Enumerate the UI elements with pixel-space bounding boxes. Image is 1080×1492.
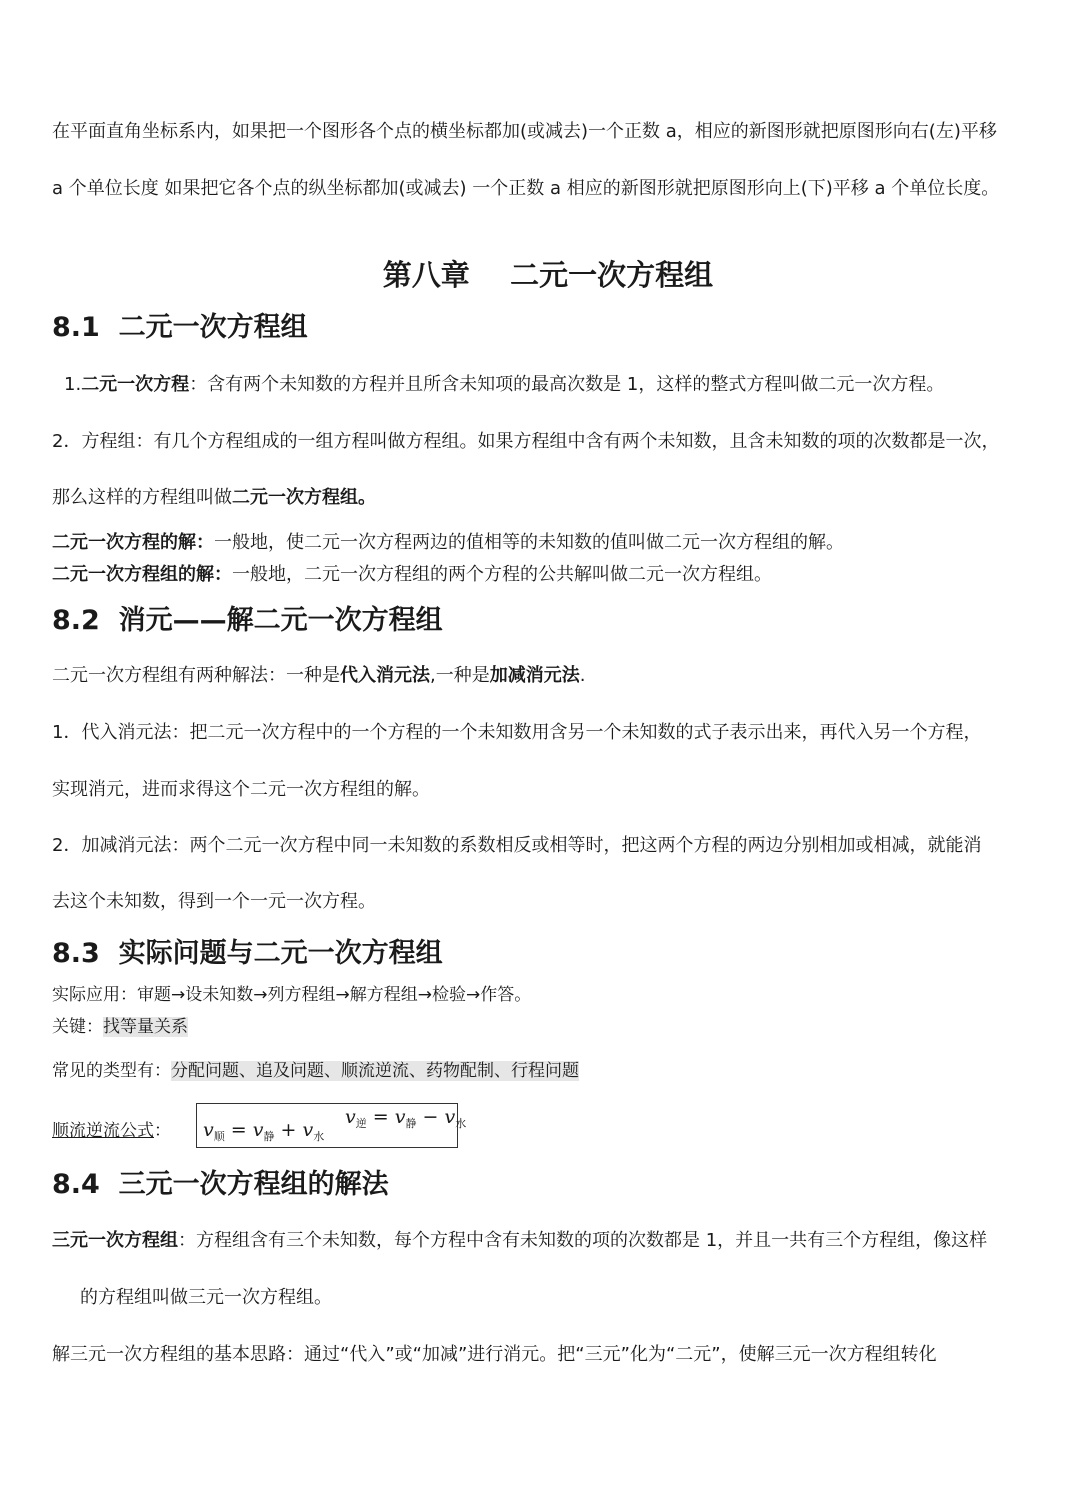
formula-downstream — [203, 1119, 324, 1144]
var-v: v — [203, 1119, 214, 1141]
s84-paragraph-1 — [52, 1229, 987, 1253]
plus-sign: + — [274, 1119, 303, 1141]
section-8-2-heading: 8.2 消元——解二元一次方程组 — [52, 605, 443, 636]
s81-paragraph-1 — [64, 373, 944, 397]
s82-intro-end: . — [579, 665, 586, 686]
minus-sign: − — [416, 1106, 445, 1128]
s81-p2-line-1: 2．方程组：有几个方程组成的一组方程叫做方程组。如果方程组中含有两个未知数，且含未知数的项的次数都是一次， — [52, 431, 1000, 452]
section-8-4-heading: 8.4 三元一次方程组的解法 — [52, 1169, 389, 1200]
chapter-title: 第八章 二元一次方程组 — [382, 258, 714, 292]
s81-p3-rest: 一般地，使二元一次方程两边的值相等的未知数的值叫做二元一次方程组的解。 — [214, 532, 844, 553]
var-v: v — [252, 1119, 264, 1141]
sub-jing: 静 — [263, 1130, 275, 1143]
sub-jing: 静 — [405, 1117, 417, 1130]
intro-line-2: a 个单位长度 如果把它各个点的纵坐标都加(或减去) 一个正数 a 相应的新图形就把原图形向上(下)平移 a 个单位长度。 — [52, 178, 1000, 199]
var-v: v — [444, 1106, 456, 1128]
var-v: v — [394, 1106, 406, 1128]
var-v: v — [302, 1119, 314, 1141]
s81-p1-term: 二元一次方程 — [81, 374, 190, 395]
s83-types — [52, 1059, 579, 1083]
sub-shun: 顺 — [213, 1130, 225, 1143]
sub-shui: 水 — [455, 1117, 467, 1130]
var-v: v — [345, 1106, 356, 1128]
s84-p1-rest: ：方程组含有三个未知数，每个方程中含有未知数的项的次数都是 1，并且一共有三个方程组，像这样 — [178, 1230, 988, 1251]
equals-sign: = — [224, 1119, 253, 1141]
s83-key-value: 找等量关系 — [103, 1017, 188, 1037]
s83-formula-colon: ： — [154, 1121, 171, 1141]
s82-p1-line-1: 1．代入消元法：把二元一次方程中的一个方程的一个未知数用含另一个未知数的式子表示出来，再代入另一个方程， — [52, 722, 982, 743]
s83-formula-label: 顺流逆流公式 — [52, 1121, 154, 1141]
s81-p1-rest: ：含有两个未知数的方程并且所含未知项的最高次数是 1，这样的整式方程叫做二元一次方程。 — [189, 374, 945, 395]
s82-method-1: 代入消元法 — [340, 665, 430, 686]
s81-paragraph-3 — [52, 531, 844, 555]
s81-p4-rest: 一般地，二元一次方程组的两个方程的公共解叫做二元一次方程组。 — [232, 564, 772, 585]
formula-upstream — [345, 1106, 466, 1131]
s83-steps: 实际应用：审题→设未知数→列方程组→解方程组→检验→作答。 — [52, 985, 532, 1005]
s81-p2-line2-term: 二元一次方程组。 — [232, 487, 376, 508]
s82-method-2: 加减消元法 — [489, 665, 580, 686]
equals-sign: = — [366, 1106, 395, 1128]
s82-intro-prefix: 二元一次方程组有两种解法：一种是 — [52, 665, 340, 686]
formula-box — [196, 1103, 467, 1148]
s84-p1-line-2: 的方程组叫做三元一次方程组。 — [80, 1287, 332, 1308]
s83-key-label: 关键： — [52, 1017, 103, 1037]
intro-line-1: 在平面直角坐标系内，如果把一个图形各个点的横坐标都加(或减去)一个正数 a，相应的新图形就把原图形向右(左)平移 — [52, 121, 997, 142]
s83-types-value: 分配问题、追及问题、顺流逆流、药物配制、行程问题 — [171, 1061, 579, 1081]
s84-p1-term: 三元一次方程组 — [52, 1230, 178, 1251]
section-8-1-heading: 8.1 二元一次方程组 — [52, 312, 308, 343]
sub-shui: 水 — [313, 1130, 325, 1143]
s82-p1-line-2: 实现消元，进而求得这个二元一次方程组的解。 — [52, 779, 430, 800]
s81-paragraph-2-line-2 — [52, 486, 376, 510]
s81-p4-term: 二元一次方程组的解： — [52, 564, 232, 585]
s84-paragraph-2: 解三元一次方程组的基本思路：通过“代入”或“加减”进行消元。把“三元”化为“二元”，使解三元一次方程组转化 — [52, 1344, 937, 1365]
s81-p1-prefix: 1. — [64, 374, 82, 395]
s83-key — [52, 1015, 188, 1039]
s81-p3-term: 二元一次方程的解： — [52, 532, 214, 553]
s81-p2-line2-prefix: 那么这样的方程组叫做 — [52, 487, 232, 508]
section-8-3-heading: 8.3 实际问题与二元一次方程组 — [52, 938, 443, 969]
sub-ni: 逆 — [355, 1117, 367, 1130]
s81-paragraph-4 — [52, 563, 772, 587]
s82-p2-line-2: 去这个未知数，得到一个一元一次方程。 — [52, 891, 376, 912]
s83-types-label: 常见的类型有： — [52, 1061, 171, 1081]
s82-p2-line-1: 2．加减消元法：两个二元一次方程中同一未知数的系数相反或相等时，把这两个方程的两边分别相加或相减，就能消 — [52, 835, 982, 856]
s82-intro-mid: ,一种是 — [430, 665, 490, 686]
s83-formula-label-row — [52, 1119, 171, 1143]
s82-intro — [52, 664, 585, 688]
